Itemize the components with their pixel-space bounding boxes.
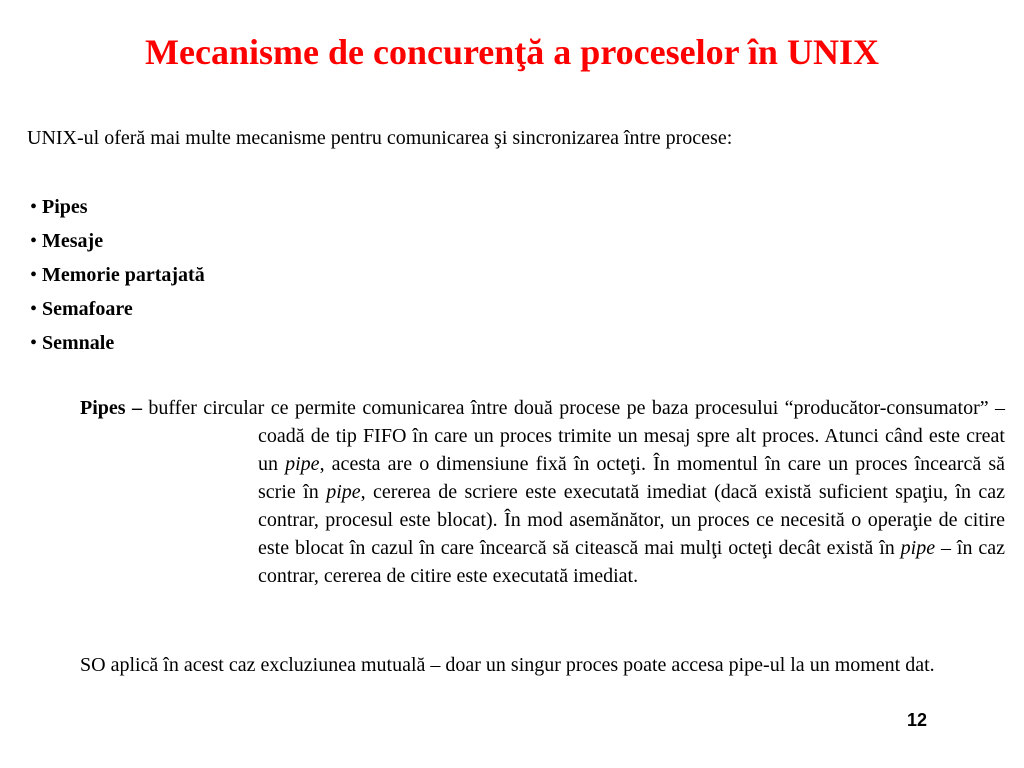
list-item-label: Memorie partajată	[42, 264, 205, 286]
term-dash: –	[125, 397, 149, 419]
pipes-text-4: – în caz contrar, cererea de citire este executată imediat.	[258, 537, 1006, 587]
pipes-text-3: , cererea de scriere este executată imediat (dacă există suficient spaţiu, în caz contrar, procesul este blocat). În mod asemănător, un proces ce necesită o operaţie de citire este blocat în cazul în care încearcă să citească mai mulţi octeţi decât există în	[258, 481, 1006, 559]
pipe-emphasis: pipe	[900, 537, 936, 559]
bullet-icon: •	[30, 264, 38, 286]
bullet-icon: •	[30, 196, 38, 218]
list-item	[30, 224, 205, 258]
slide-title: Mecanisme de concurenţă a proceselor în UNIX	[145, 32, 879, 72]
page-number: 12	[907, 710, 928, 730]
pipe-emphasis: pipe	[326, 481, 361, 503]
list-item-label: Mesaje	[42, 230, 104, 252]
pipes-term: Pipes	[80, 397, 126, 419]
bullet-icon: •	[30, 332, 38, 354]
pipe-emphasis: pipe	[285, 453, 320, 475]
list-item	[30, 326, 205, 360]
list-item	[30, 258, 205, 292]
list-item	[30, 292, 205, 326]
pipes-text-2: , acesta are o dimensiune fixă în octeţi. În momentul în care un proces încearcă să scrie în	[258, 453, 1005, 503]
so-mutual-exclusion-paragraph: SO aplică în acest caz excluziunea mutuală – doar un singur proces poate accesa pipe-ul la un moment dat.	[80, 654, 935, 676]
mechanism-list	[30, 190, 205, 360]
list-item-label: Pipes	[42, 196, 88, 218]
pipes-text-1: buffer circular ce permite comunicarea între două procese pe baza procesului “producător-consumator” – coadă de tip FIFO în care un proces trimite un mesaj spre alt proces. Atunci când este creat un	[148, 397, 1006, 475]
bullet-icon: •	[30, 298, 38, 320]
list-item-label: Semnale	[42, 332, 115, 354]
bullet-icon: •	[30, 230, 38, 252]
list-item	[30, 190, 205, 224]
list-item-label: Semafoare	[42, 298, 133, 320]
intro-text: UNIX-ul oferă mai multe mecanisme pentru comunicarea şi sincronizarea între procese:	[27, 127, 733, 149]
pipes-description	[80, 394, 1005, 590]
